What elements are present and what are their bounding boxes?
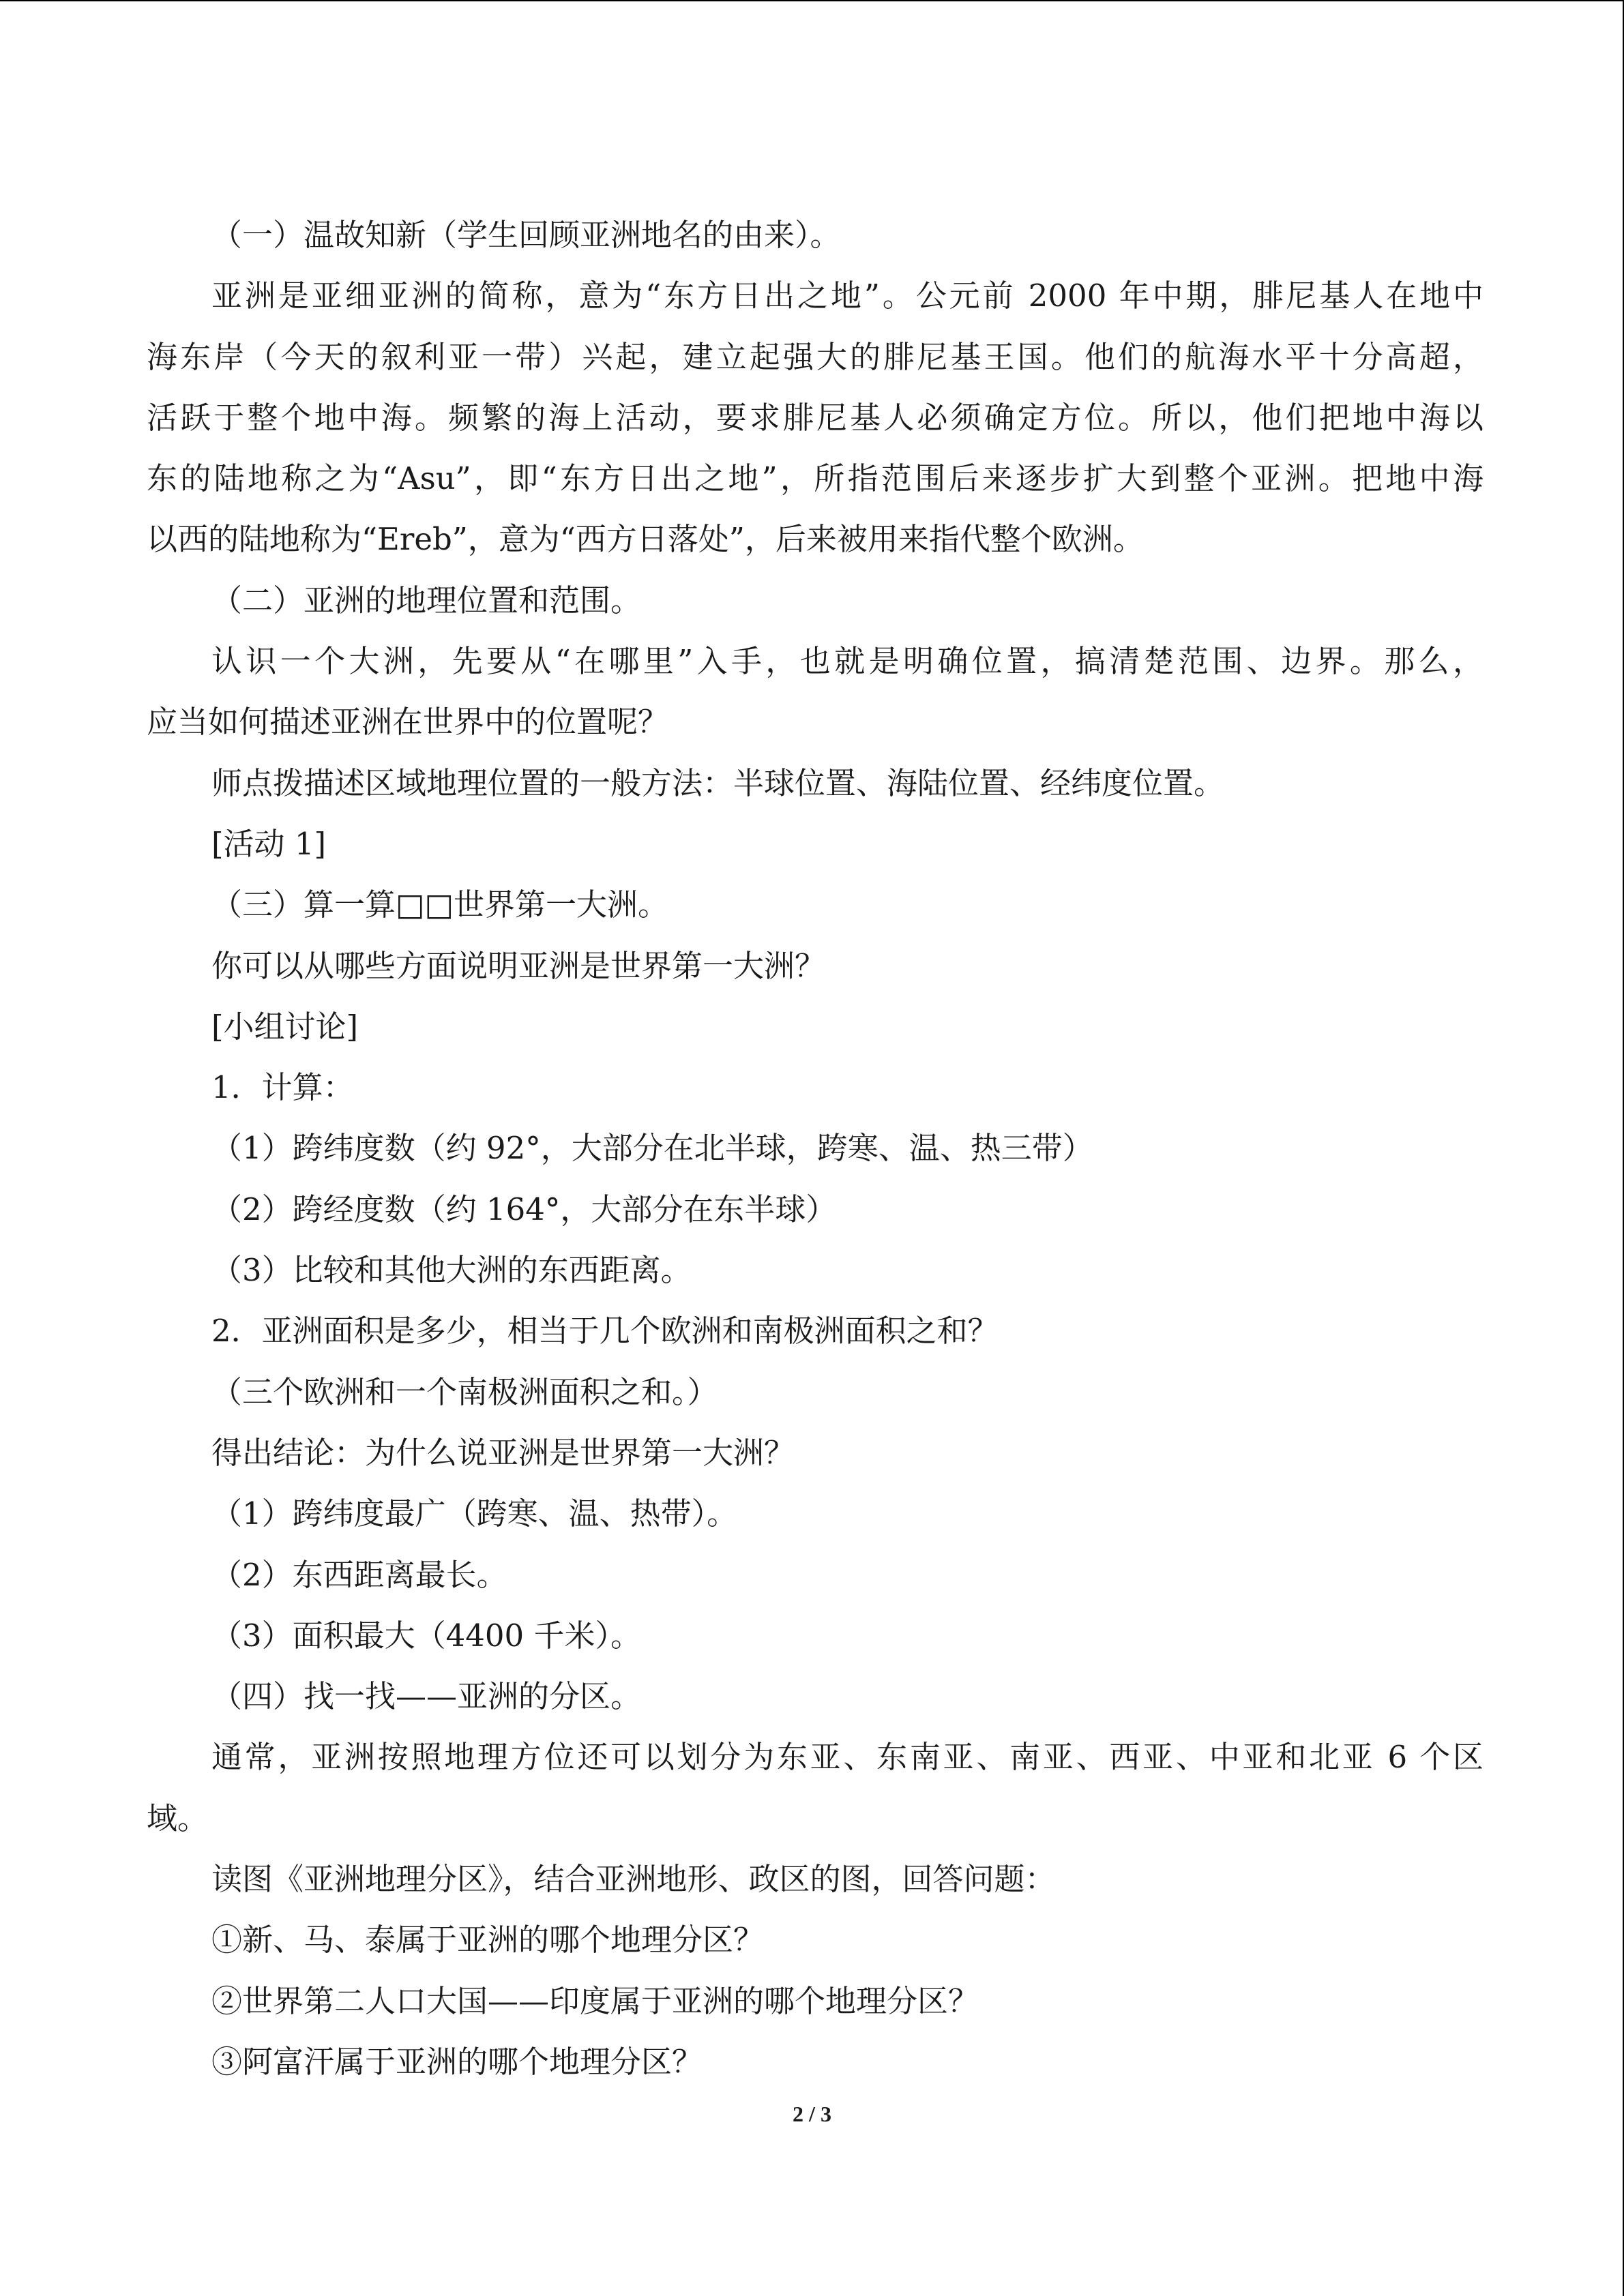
text-line: 以西的陆地称为“Ereb”，意为“西方日落处”，后来被用来指代整个欧洲。 [147,521,1144,558]
text-line: （三个欧洲和一个南极洲面积之和。） [211,1373,718,1410]
text-line: （3）比较和其他大洲的东西距离。 [211,1252,692,1289]
text-line: 亚洲是亚细亚洲的简称，意为“东方日出之地”。公元前 2000 年中期，腓尼基人在地中 [211,278,1483,314]
text-line: 认识一个大洲，先要从“在哪里”入手，也就是明确位置，搞清楚范围、边界。那么， [211,643,1483,680]
text-line: （二）亚洲的地理位置和范围。 [211,582,642,618]
text-line: 海东岸（今天的叙利亚一带）兴起，建立起强大的腓尼基王国。他们的航海水平十分高超， [147,338,1483,375]
text-line: 2．亚洲面积是多少，相当于几个欧洲和南极洲面积之和？ [211,1313,999,1350]
text-line: （四）找一找——亚洲的分区。 [211,1678,642,1715]
text-line: 应当如何描述亚洲在世界中的位置呢？ [147,704,669,741]
text-line: （2）东西距离最长。 [211,1556,507,1593]
text-line: 得出结论：为什么说亚洲是世界第一大洲？ [211,1434,795,1471]
text-line: ③阿富汗属于亚洲的哪个地理分区？ [211,2043,703,2080]
page-number: 2 / 3 [793,2102,831,2126]
text-line: [小组讨论] [211,1008,359,1045]
text-line: （1）跨纬度最广（跨寒、温、热带）。 [211,1495,738,1532]
text-line: （1）跨纬度数（约 92°，大部分在北半球，跨寒、温、热三带） [211,1130,1093,1167]
text-line: 师点拨描述区域地理位置的一般方法：半球位置、海陆位置、经纬度位置。 [211,764,1225,801]
text-line: ②世界第二人口大国——印度属于亚洲的哪个地理分区？ [211,1982,979,2019]
text-line: 读图《亚洲地理分区》，结合亚洲地形、政区的图，回答问题： [211,1861,1056,1898]
text-line: 东的陆地称之为“Asu”，即“东方日出之地”，所指范围后来逐步扩大到整个亚洲。把地中海 [147,460,1483,497]
text-line: ①新、马、泰属于亚洲的哪个地理分区？ [211,1922,765,1958]
text-line: （3）面积最大（4400 千米）。 [211,1617,641,1654]
text-line: 你可以从哪些方面说明亚洲是世界第一大洲？ [211,947,826,984]
text-line: [活动 1] [211,825,327,862]
text-line: 活跃于整个地中海。频繁的海上活动，要求腓尼基人必须确定方位。所以，他们把地中海以 [147,399,1483,436]
document-body [147,205,1483,2092]
text-line: 通常，亚洲按照地理方位还可以划分为东亚、东南亚、南亚、西亚、中亚和北亚 6 个区 [211,1739,1483,1776]
text-line: 域。 [147,1800,209,1836]
text-line: （三）算一算□□世界第一大洲。 [211,886,669,923]
text-line: （一）温故知新（学生回顾亚洲地名的由来）。 [211,217,841,253]
text-line: （2）跨经度数（约 164°，大部分在东半球） [211,1191,837,1227]
text-line: 1．计算： [211,1069,354,1106]
